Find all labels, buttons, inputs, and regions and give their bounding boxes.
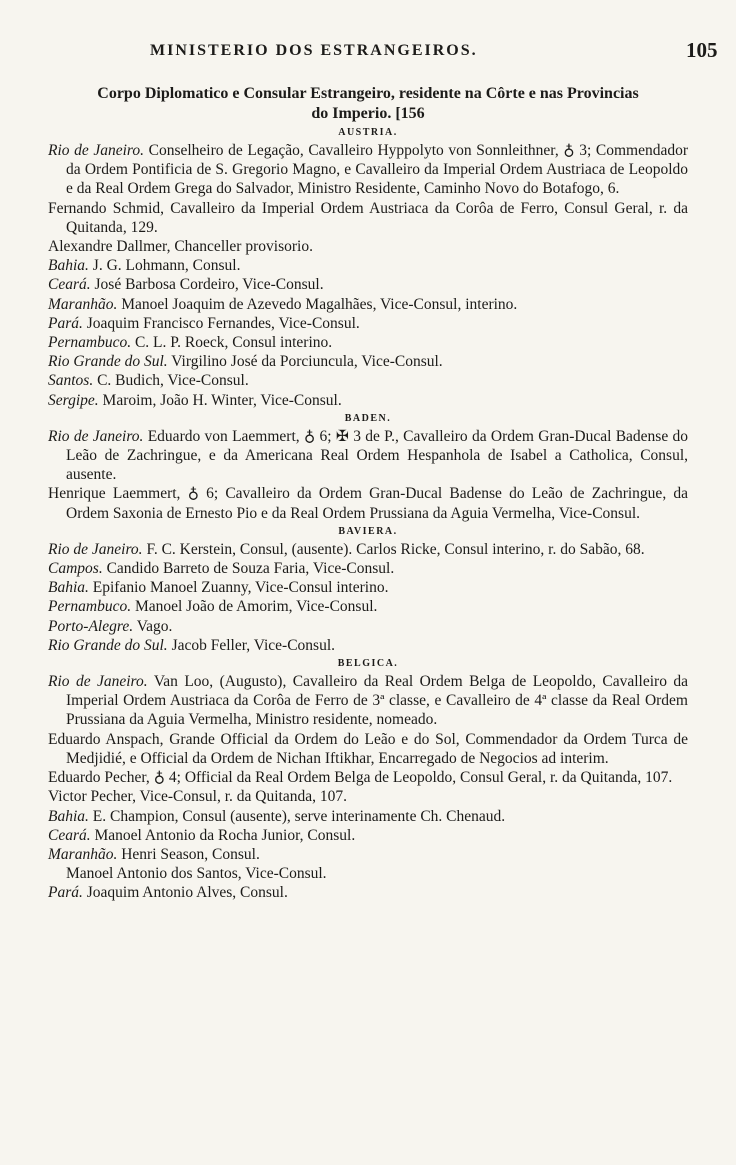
entry [48, 845, 688, 864]
page-title [20, 84, 716, 124]
entry-place: Rio Grande do Sul. [48, 636, 168, 654]
entry [48, 275, 688, 294]
running-title: MINISTERIO DOS ESTRANGEIROS. [150, 42, 478, 59]
entry-text: Conselheiro de Legação, Cavalleiro Hyppolyto von Sonnleithner, ♁ 3; Commendador da Ordem Pontificia de S. Gregorio Magno, e Cavalleiro da Imperial Ordem Austriaca de Leopoldo e da Real Ordem Grega do Salvador, Ministro Residente, Caminho Novo do Botafogo, 6. [66, 142, 689, 198]
entry-text: Fernando Schmid, Cavalleiro da Imperial Ordem Austriaca da Corôa de Ferro, Consul Geral, r. da Quitanda, 129. [48, 199, 688, 236]
entry-place: Maranhão. [48, 845, 118, 863]
entry [48, 484, 688, 522]
entry [48, 295, 688, 314]
entry-text: Manoel Joaquim de Azevedo Magalhães, Vice-Consul, interino. [121, 295, 518, 313]
entry-text: Manoel João de Amorim, Vice-Consul. [134, 598, 378, 616]
entry-text: Eduardo Pecher, ♁ 4; Official da Real Ordem Belga de Leopoldo, Consul Geral, r. da Quitanda, 107. [48, 769, 673, 787]
entry-place: Ceará. [48, 276, 91, 294]
page-number: 105 [686, 38, 718, 62]
entry-place: Campos. [48, 560, 103, 578]
entry-place: Maranhão. [48, 295, 118, 313]
entry-text: Manoel Antonio da Rocha Junior, Consul. [94, 826, 356, 844]
entry-place: Porto-Alegre. [48, 617, 134, 635]
entry-place: Rio de Janeiro. [48, 673, 148, 691]
entry [48, 672, 688, 730]
entry-text: Manoel Antonio dos Santos, Vice-Consul. [66, 865, 327, 883]
entry [48, 559, 688, 578]
entry-text: Eduardo von Laemmert, ♁ 6; ✠ 3 de P., Cavalleiro da Ordem Gran-Ducal Badense do Leão de Zachringue, e da Americana Real Ordem Hespanhola de Isabel a Catholica, Consul, ausente. [66, 427, 689, 484]
entry [48, 768, 688, 787]
entry-text: E. Champion, Consul (ausente), serve interinamente Ch. Chenaud. [92, 807, 506, 825]
entry-text: Epifanio Manoel Zuanny, Vice-Consul interino. [92, 579, 389, 597]
entry-text: José Barbosa Cordeiro, Vice-Consul. [94, 276, 324, 294]
entry-place: Rio de Janeiro. [48, 427, 144, 445]
entry-text: C. Budich, Vice-Consul. [97, 372, 249, 390]
entry [48, 864, 688, 883]
entry [48, 371, 688, 390]
entry [48, 256, 688, 275]
section-heading: BADEN. [344, 412, 392, 424]
entry-place: Bahia. [48, 257, 89, 275]
entry-place: Rio Grande do Sul. [48, 353, 168, 371]
title-line-2: do Imperio. [156 [311, 105, 425, 122]
page-header [0, 38, 736, 68]
entry-text: Henri Season, Consul. [121, 845, 260, 863]
entry-text: Joaquim Francisco Fernandes, Vice-Consul. [86, 314, 360, 332]
entry [48, 427, 688, 485]
entry-text: Alexandre Dallmer, Chanceller provisorio. [48, 238, 313, 256]
entry-text: Vago. [136, 617, 173, 635]
entry-text: Henrique Laemmert, ♁ 6; Cavalleiro da Ordem Gran-Ducal Badense do Leão de Zachringue, da Ordem Saxonia de Ernesto Pio e da Real Ordem Prussiana da Aguia Vermelha, Vice-Consul. [48, 485, 688, 522]
entry [48, 636, 688, 655]
entry-text: Eduardo Anspach, Grande Official da Ordem do Leão e do Sol, Commendador da Ordem Turca de Medjidié, e Official da Ordem de Nichan Iftikhar, Encarregado de Negocios ad interim. [48, 730, 688, 767]
entry [48, 352, 688, 371]
entry [48, 391, 688, 410]
entry [48, 199, 688, 237]
entry-place: Ceará. [48, 826, 91, 844]
entry-place: Santos. [48, 372, 94, 390]
entry-text: Candido Barreto de Souza Faria, Vice-Consul. [106, 560, 395, 578]
entry-text: Joaquim Antonio Alves, Consul. [86, 884, 288, 902]
entry-place: Rio de Janeiro. [48, 142, 145, 159]
entry [48, 333, 688, 352]
entry [48, 807, 688, 826]
entry [48, 314, 688, 333]
entry-place: Pernambuco. [48, 598, 132, 616]
entry [48, 597, 688, 616]
section-heading: AUSTRIA. [338, 127, 398, 138]
entry-place: Pará. [48, 884, 83, 902]
entry [48, 141, 688, 199]
entry-text: Victor Pecher, Vice-Consul, r. da Quitanda, 107. [48, 788, 347, 806]
entry [48, 787, 688, 806]
entry-text: Jacob Feller, Vice-Consul. [171, 636, 336, 654]
section-heading: BAVIERA. [338, 525, 398, 537]
entry [48, 578, 688, 597]
entry-text: F. C. Kerstein, Consul, (ausente). Carlos Ricke, Consul interino, r. do Sabão, 68. [146, 540, 645, 558]
entry [48, 883, 688, 902]
title-line-1: Corpo Diplomatico e Consular Estrangeiro, residente na Côrte e nas Provincias [97, 85, 639, 102]
entry-text: J. G. Lohmann, Consul. [92, 257, 241, 275]
entry-place: Rio de Janeiro. [48, 540, 143, 558]
document-body [48, 124, 688, 903]
entry-place: Pernambuco. [48, 334, 132, 352]
entry-place: Bahia. [48, 579, 89, 597]
entry-place: Bahia. [48, 807, 89, 825]
entry [48, 237, 688, 256]
entry-place: Sergipe. [48, 391, 99, 409]
entry-text: C. L. P. Roeck, Consul interino. [134, 334, 333, 352]
entry-text: Virgilino José da Porciuncula, Vice-Consul. [171, 353, 443, 371]
entry-text: Maroim, João H. Winter, Vice-Consul. [102, 391, 342, 409]
entry [48, 730, 688, 768]
entry-place: Pará. [48, 314, 83, 332]
entry [48, 540, 688, 559]
entry-text: Van Loo, (Augusto), Cavalleiro da Real Ordem Belga de Leopoldo, Cavalleiro da Imperial Ordem Austriaca da Corôa de Ferro de 3ª classe, e Cavalleiro de 4ª classe da Real Ordem Prussiana da Aguia Vermelha, Ministro residente, nomeado. [66, 673, 689, 729]
entry [48, 617, 688, 636]
section-heading: BELGICA. [337, 658, 399, 670]
entry [48, 826, 688, 845]
